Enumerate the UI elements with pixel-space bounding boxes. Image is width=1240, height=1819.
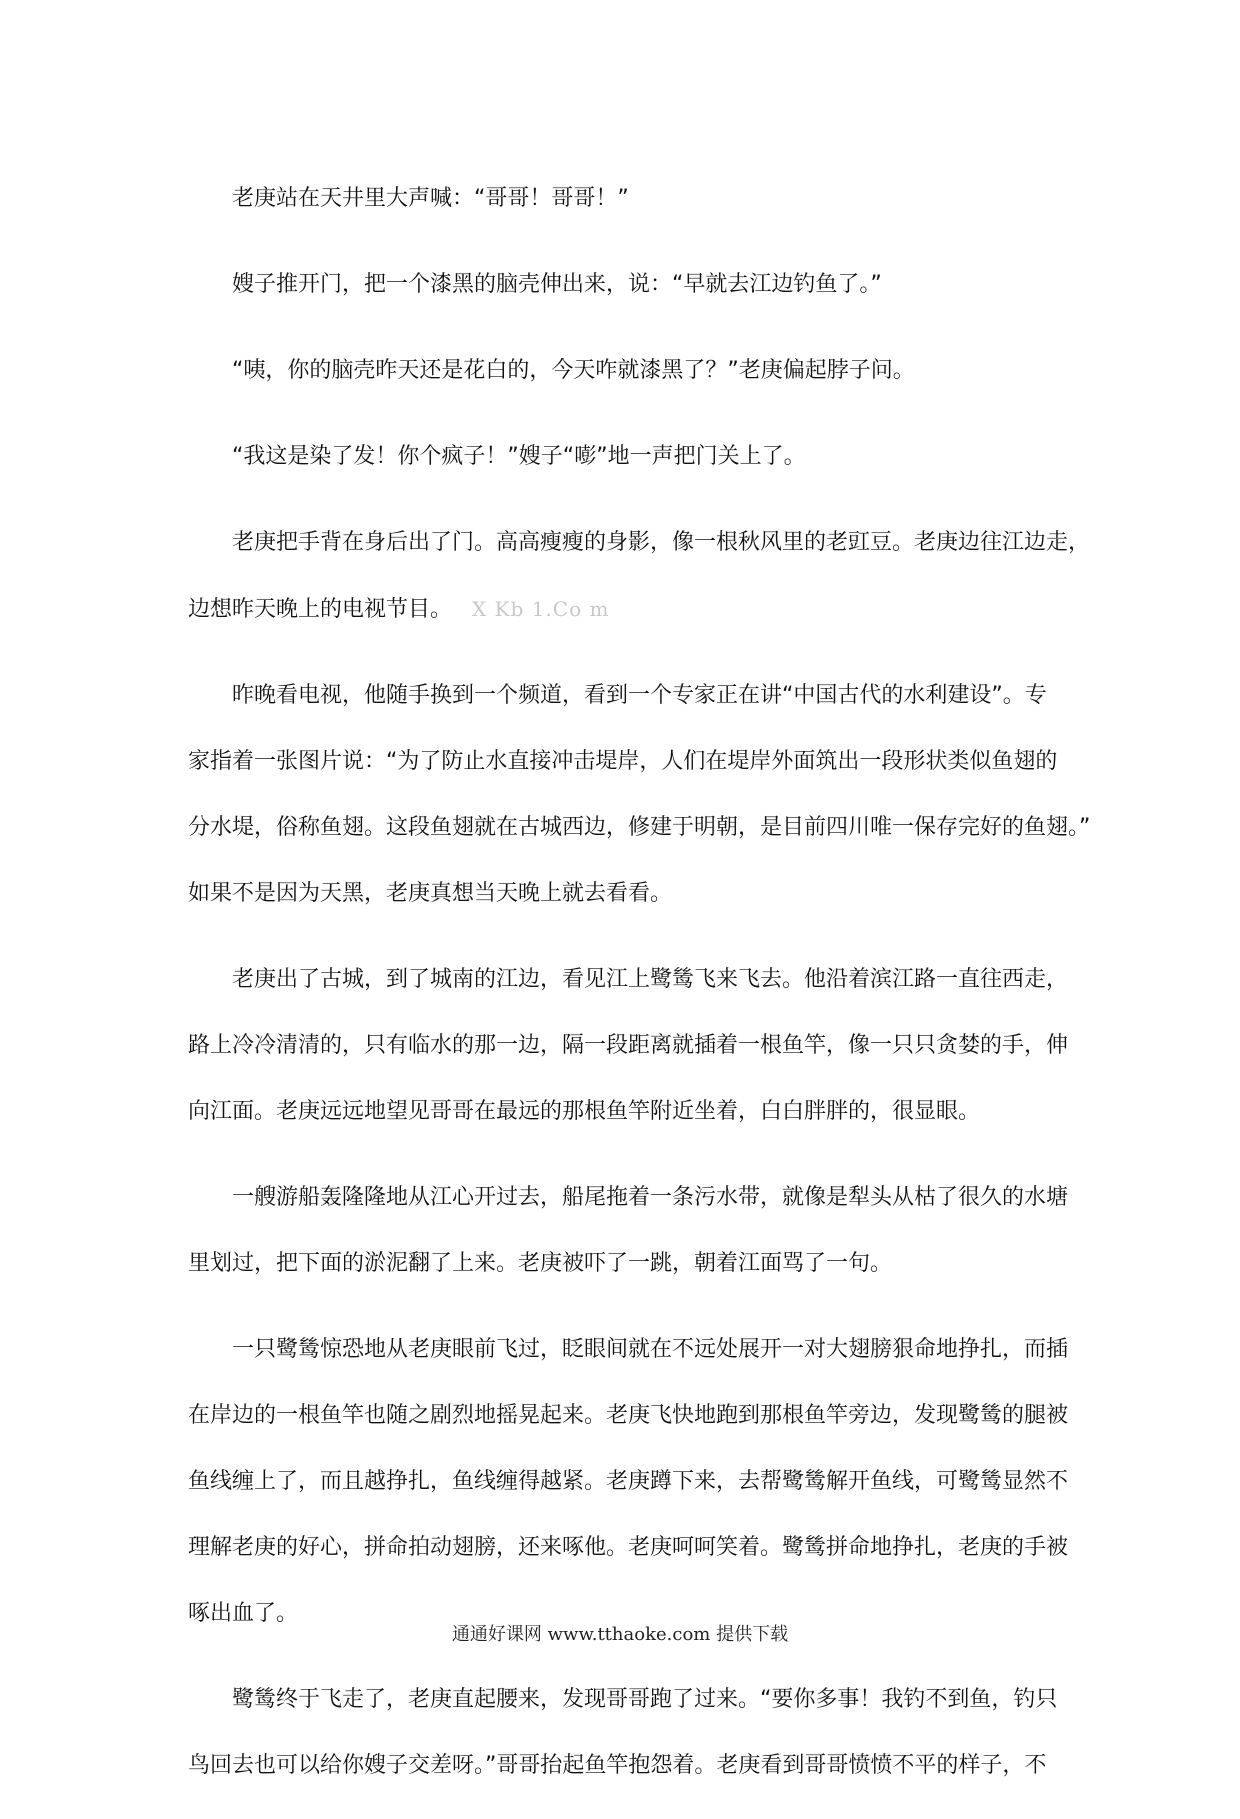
paragraph-line: 鱼线缠上了，而且越挣扎，鱼线缠得越紧。老庚蹲下来，去帮鹭鸶解开鱼线，可鹭鸶显然不	[188, 1469, 1069, 1494]
paragraph-line: 路上冷冷清清的，只有临水的那一边，隔一段距离就插着一根鱼竿，像一只只贪婪的手，伸	[188, 1033, 1069, 1058]
paragraph-line: 嫂子推开门，把一个漆黑的脑壳伸出来，说：“早就去江边钓鱼了。”	[232, 272, 882, 297]
paragraph-line-with-watermark	[188, 576, 1064, 643]
watermark-text: X Kb 1.Co m	[472, 597, 610, 621]
paragraph-5	[188, 510, 1091, 643]
paragraph-1	[188, 166, 1064, 232]
paragraph-line: 在岸边的一根鱼竿也随之剧烈地摇晃起来。老庚飞快地跑到那根鱼竿旁边，发现鹭鸶的腿被	[188, 1403, 1069, 1428]
story-body	[188, 166, 1091, 1819]
paragraph-9	[188, 1317, 1069, 1647]
paragraph-line: 鸟回去也可以给你嫂子交差呀。”哥哥抬起鱼竿抱怨着。老庚看到哥哥愤愤不平的样子，不	[188, 1753, 1047, 1778]
paragraph-line: 家指着一张图片说：“为了防止水直接冲击堤岸，人们在堤岸外面筑出一段形状类似鱼翅的	[188, 749, 1058, 774]
paragraph-line: 一艘游船轰隆隆地从江心开过去，船尾拖着一条污水带，就像是犁头从枯了很久的水塘	[232, 1185, 1069, 1210]
paragraph-line: 老庚把手背在身后出了门。高高瘦瘦的身影，像一根秋风里的老豇豆。老庚边往江边走，	[232, 530, 1091, 555]
paragraph-10	[188, 1667, 1064, 1799]
paragraph-line: “我这是染了发！你个疯子！”嫂子“嘭”地一声把门关上了。	[232, 444, 806, 469]
paragraph-line: 边想昨天晚上的电视节目。	[188, 597, 453, 622]
paragraph-line: 如果不是因为天黑，老庚真想当天晚上就去看看。	[188, 881, 673, 906]
paragraph-3	[188, 338, 1064, 404]
paragraph-7	[188, 947, 1069, 1145]
paragraph-line: 分水堤，俗称鱼翅。这段鱼翅就在古城西边，修建于明朝，是目前四川唯一保存完好的鱼翅。”	[188, 815, 1091, 840]
paragraph-line: 老庚站在天井里大声喊：“哥哥！哥哥！”	[232, 186, 629, 211]
paragraph-line: 一只鹭鸶惊恐地从老庚眼前飞过，眨眼间就在不远处展开一对大翅膀狠命地挣扎，而插	[232, 1337, 1069, 1362]
paragraph-4	[188, 424, 1064, 490]
paragraph-2	[188, 252, 1064, 318]
paragraph-line: 老庚出了古城，到了城南的江边，看见江上鹭鸶飞来飞去。他沿着滨江路一直往西走，	[232, 967, 1069, 992]
paragraph-line: 里划过，把下面的淤泥翻了上来。老庚被吓了一跳，朝着江面骂了一句。	[188, 1251, 893, 1276]
page-footer: 通通好课网 www.tthaoke.com 提供下载	[451, 1624, 789, 1645]
paragraph-6	[188, 663, 1091, 927]
paragraph-line: 鹭鸶终于飞走了，老庚直起腰来，发现哥哥跑了过来。“要你多事！我钓不到鱼，钓只	[232, 1687, 1058, 1712]
paragraph-line: 啄出血了。	[188, 1601, 299, 1626]
paragraph-8	[188, 1165, 1069, 1297]
paragraph-line: 向江面。老庚远远地望见哥哥在最远的那根鱼竿附近坐着，白白胖胖的，很显眼。	[188, 1099, 981, 1124]
paragraph-line: “咦，你的脑壳昨天还是花白的，今天咋就漆黑了？”老庚偏起脖子问。	[232, 358, 915, 383]
paragraph-line: 昨晚看电视，他随手换到一个频道，看到一个专家正在讲“中国古代的水利建设”。专	[232, 683, 1047, 708]
paragraph-line: 理解老庚的好心，拼命拍动翅膀，还来啄他。老庚呵呵笑着。鹭鸶拼命地挣扎，老庚的手被	[188, 1535, 1069, 1560]
